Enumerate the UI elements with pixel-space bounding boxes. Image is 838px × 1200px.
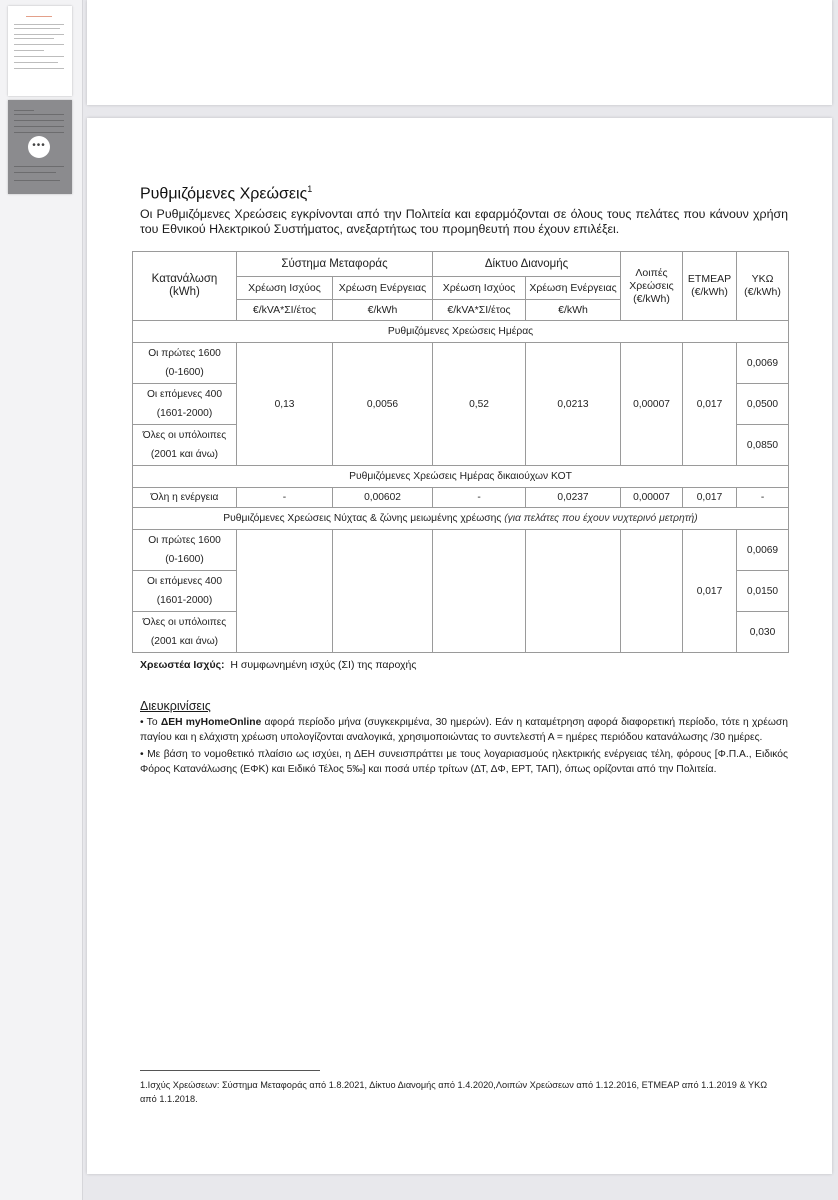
day-etmear: 0,017 — [683, 343, 737, 466]
footnote-marker: 1 — [307, 184, 313, 194]
col-transmission-header: Σύστημα Μεταφοράς — [237, 252, 433, 277]
night-yko: 0,0069 — [737, 530, 789, 571]
day-yko: 0,0500 — [737, 384, 789, 425]
table-row — [133, 530, 789, 571]
regulated-charges-table — [132, 251, 789, 653]
day-trans-energy: 0,0056 — [333, 343, 433, 466]
tier-label: Όλες οι υπόλοιπες (2001 και άνω) — [133, 612, 237, 653]
section-title: Ρυθμιζόμενες Χρεώσεις$^1$ — [140, 184, 313, 203]
col-distribution-header: Δίκτυο Διανομής — [433, 252, 621, 277]
thumbnail-page-2[interactable] — [8, 100, 72, 194]
day-other: 0,00007 — [621, 343, 683, 466]
table-row — [133, 488, 789, 508]
night-etmear: 0,017 — [683, 530, 737, 653]
page-thumbnails-sidebar — [0, 0, 83, 1200]
tier-label: Οι επόμενες 400 (1601-2000) — [133, 384, 237, 425]
tier-label: Οι πρώτες 1600 (0-1600) — [133, 343, 237, 384]
clarifications-title: Διευκρινίσεις — [140, 699, 211, 714]
col-consumption-header: Κατανάλωση (kWh) — [133, 252, 237, 321]
kot-trans-power: - — [237, 488, 333, 508]
thumbnail-page-1[interactable] — [8, 6, 72, 96]
previous-page — [87, 0, 832, 105]
kot-trans-energy: 0,00602 — [333, 488, 433, 508]
ellipsis-icon[interactable]: ••• — [28, 136, 50, 158]
dist-energy-header: Χρέωση Ενέργειας — [526, 277, 621, 300]
dist-power-header: Χρέωση Ισχύος — [433, 277, 526, 300]
day-trans-power: 0,13 — [237, 343, 333, 466]
day-section-title: Ρυθμιζόμενες Χρεώσεις Ημέρας — [133, 321, 789, 343]
night-dist-power — [433, 530, 526, 653]
trans-power-header: Χρέωση Ισχύος — [237, 277, 333, 300]
trans-energy-header: Χρέωση Ενέργειας — [333, 277, 433, 300]
tier-label: Οι πρώτες 1600 (0-1600) — [133, 530, 237, 571]
trans-power-unit: €/kVA*ΣΙ/έτος — [237, 300, 333, 321]
trans-energy-unit: €/kWh — [333, 300, 433, 321]
day-dist-power: 0,52 — [433, 343, 526, 466]
night-section-title: Ρυθμιζόμενες Χρεώσεις Νύχτας & ζώνης μειωμένης χρέωσης (για πελάτες που έχουν νυχτερινό μετρητή) — [133, 508, 789, 530]
day-dist-energy: 0,0213 — [526, 343, 621, 466]
night-other — [621, 530, 683, 653]
col-etmear-header: ΕΤΜΕΑΡ (€/kWh) — [683, 252, 737, 321]
clarification-2: • Με βάση το νομοθετικό πλαίσιο ως ισχύει, η ΔΕΗ συνεισπράττει με τους λογαριασμούς ηλεκτρικής ενέργειας τέλη, φόρους [Φ.Π.Α., Ειδικός Φόρος Κατανάλωσης (ΕΦΚ) και Ειδικό Τέλος 5‰] και ποσά υπέρ τρίτων (ΔΤ, ΔΦ, ΕΡΤ, ΤΑΠ), όπως ορίζονται από την Πολιτεία. — [140, 749, 788, 776]
footnote-divider — [140, 1070, 320, 1071]
tier-label: Οι επόμενες 400 (1601-2000) — [133, 571, 237, 612]
clarification-1: • Το ΔΕΗ myHomeOnline αφορά περίοδο μήνα (συγκεκριμένα, 30 ημερών). Εάν η καταμέτρηση αφορά διαφορετική περίοδο, τότε η χρέωση παγίου και η ελάχιστη χρέωση υπολογίζονται αναλογικά, χρησιμοποιώντας το συντελεστή Α = ημέρες περιόδου κατανάλωσης /30 ημέρες. — [140, 717, 789, 744]
footnote: 1.Ισχύς Χρεώσεων: Σύστημα Μεταφοράς από 1.8.2021, Δίκτυο Διανομής από 1.4.2020,Λοιπών Χρεώσεων από 1.12.2016, ΕΤΜΕΑΡ από 1.1.2019 & ΥΚΩ από 1.1.2018. — [140, 1080, 768, 1104]
kot-yko: - — [737, 488, 789, 508]
kot-etmear: 0,017 — [683, 488, 737, 508]
dist-energy-unit: €/kWh — [526, 300, 621, 321]
kot-other: 0,00007 — [621, 488, 683, 508]
kot-dist-power: - — [433, 488, 526, 508]
day-yko: 0,0850 — [737, 425, 789, 466]
dist-power-unit: €/kVA*ΣΙ/έτος — [433, 300, 526, 321]
col-yko-header: ΥΚΩ (€/kWh) — [737, 252, 789, 321]
night-trans-energy — [333, 530, 433, 653]
section-intro: Οι Ρυθμιζόμενες Χρεώσεις εγκρίνονται από την Πολιτεία και εφαρμόζονται σε όλους τους πελάτες που κάνουν χρήση του Εθνικού Ηλεκτρικού Συστήματος, ανεξαρτήτως του προμηθευτή που έχουν επιλέξει. — [140, 207, 788, 237]
chargeable-power-note: Χρεωστέα Ισχύς: Η συμφωνημένη ισχύς (ΣΙ) της παροχής — [140, 659, 417, 672]
kot-label: Όλη η ενέργεια — [133, 488, 237, 508]
page-content — [140, 184, 788, 777]
kot-dist-energy: 0,0237 — [526, 488, 621, 508]
night-dist-energy — [526, 530, 621, 653]
col-other-header: Λοιπές Χρεώσεις (€/kWh) — [621, 252, 683, 321]
tier-label: Όλες οι υπόλοιπες (2001 και άνω) — [133, 425, 237, 466]
night-trans-power — [237, 530, 333, 653]
night-yko: 0,030 — [737, 612, 789, 653]
night-yko: 0,0150 — [737, 571, 789, 612]
document-page — [87, 118, 832, 1174]
kot-section-title: Ρυθμιζόμενες Χρεώσεις Ημέρας δικαιούχων ΚΟΤ — [133, 466, 789, 488]
table-row — [133, 343, 789, 384]
day-yko: 0,0069 — [737, 343, 789, 384]
